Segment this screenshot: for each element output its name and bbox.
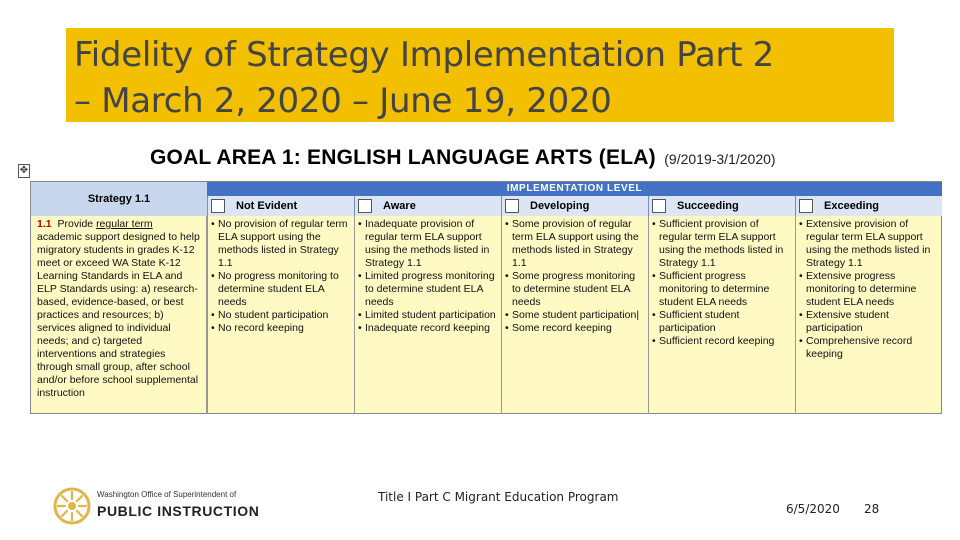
level-header-label: Succeeding — [677, 200, 739, 212]
level-header-aware — [354, 196, 501, 216]
level-header-label: Exceeding — [824, 200, 880, 212]
strategy-description — [31, 216, 207, 414]
level-checkbox-succeeding[interactable] — [652, 199, 666, 213]
level-criterion: • No student participation — [211, 309, 352, 322]
level-criterion: • Extensive student participation — [799, 309, 940, 335]
level-criterion: • No progress monitoring to determine student ELA needs — [211, 270, 352, 309]
level-header-exceeding — [795, 196, 942, 216]
slide-number: 28 — [864, 502, 880, 516]
level-cell-developing — [501, 216, 648, 414]
ospi-logo-icon — [52, 486, 92, 526]
slide-title-line-1: Fidelity of Strategy Implementation Part 2 — [74, 35, 774, 75]
org-name-title: PUBLIC INSTRUCTION — [97, 503, 260, 519]
level-cell-not-evident — [207, 216, 354, 414]
goal-heading — [150, 146, 776, 170]
level-criterion: • Extensive progress monitoring to determine student ELA needs — [799, 270, 940, 309]
level-header-label: Developing — [530, 200, 590, 212]
level-cell-exceeding — [795, 216, 942, 414]
strategy-number: 1.1 — [37, 218, 52, 230]
level-criterion: • Some record keeping — [505, 322, 646, 335]
strategy-label: Strategy 1.1 — [31, 182, 207, 216]
implementation-level-banner: IMPLEMENTATION LEVEL — [207, 182, 942, 196]
strategy-text-rest: academic support designed to help migratory students in grades K-12 meet or exceed WA State K-12 Learning Standards in ELA and ELP Standards using: a) research-based, evidence-based, or best practices and resources; b) services aligned to individual needs; and c) targeted interventions and strategies through small group, after school and/or before school supplemental instruction — [37, 231, 200, 399]
level-criterion: • Sufficient record keeping — [652, 335, 793, 348]
level-criterion: • Some student participation| — [505, 309, 646, 322]
strategy-text-underlined: regular term — [96, 218, 153, 230]
level-criterion: • Some progress monitoring to determine student ELA needs — [505, 270, 646, 309]
level-criterion: • Sufficient student participation — [652, 309, 793, 335]
org-name-line: Washington Office of Superintendent of — [97, 490, 237, 499]
goal-heading-text: GOAL AREA 1: ENGLISH LANGUAGE ARTS (ELA) — [150, 146, 656, 169]
level-checkbox-developing[interactable] — [505, 199, 519, 213]
level-criterion: • Sufficient progress monitoring to determine student ELA needs — [652, 270, 793, 309]
slide-title — [74, 32, 890, 124]
level-checkbox-not-evident[interactable] — [211, 199, 225, 213]
level-headers — [207, 196, 942, 216]
level-cell-succeeding — [648, 216, 795, 414]
level-checkbox-aware[interactable] — [358, 199, 372, 213]
level-criterion: • Sufficient provision of regular term ELA support using the methods listed in Strategy 1.1 — [652, 218, 793, 270]
level-criterion: • No record keeping — [211, 322, 352, 335]
level-criterion: • Inadequate record keeping — [358, 322, 499, 335]
rubric-table — [30, 181, 942, 414]
level-header-developing — [501, 196, 648, 216]
level-criterion: • Some provision of regular term ELA support using the methods listed in Strategy 1.1 — [505, 218, 646, 270]
level-header-label: Not Evident — [236, 200, 298, 212]
goal-heading-dates: (9/2019-3/1/2020) — [664, 151, 776, 167]
level-criterion: • Extensive provision of regular term ELA support using the methods listed in Strategy 1.1 — [799, 218, 940, 270]
level-header-succeeding — [648, 196, 795, 216]
level-criterion: • No provision of regular term ELA support using the methods listed in Strategy 1.1 — [211, 218, 352, 270]
level-criterion: • Limited progress monitoring to determine student ELA needs — [358, 270, 499, 309]
level-checkbox-exceeding[interactable] — [799, 199, 813, 213]
table-move-handle-icon[interactable]: ✥ — [19, 165, 29, 176]
level-cell-aware — [354, 216, 501, 414]
level-criterion: • Comprehensive record keeping — [799, 335, 940, 361]
level-descriptions — [207, 216, 942, 414]
footer-date: 6/5/2020 — [786, 502, 840, 516]
level-criterion: • Inadequate provision of regular term ELA support using the methods listed in Strategy 1.1 — [358, 218, 499, 270]
slide-title-box — [66, 28, 894, 122]
level-header-label: Aware — [383, 200, 416, 212]
level-header-not-evident — [207, 196, 354, 216]
strategy-text-start: Provide — [57, 218, 94, 230]
footer-program: Title I Part C Migrant Education Program — [378, 490, 619, 504]
level-criterion: • Limited student participation — [358, 309, 499, 322]
slide-title-line-2: – March 2, 2020 – June 19, 2020 — [74, 81, 612, 121]
